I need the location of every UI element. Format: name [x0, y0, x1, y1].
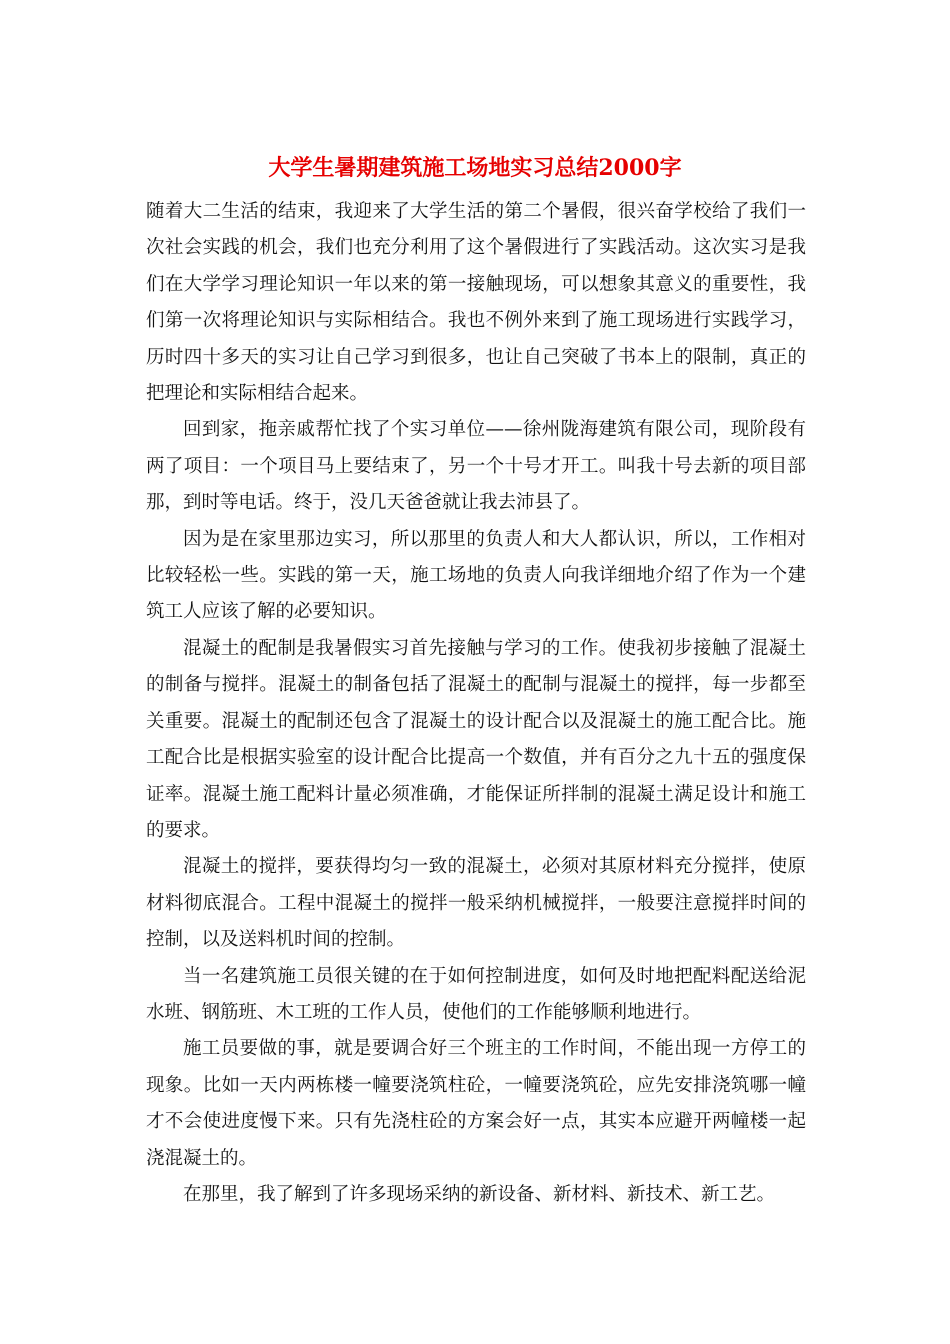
paragraph-6: 当一名建筑施工员很关键的在于如何控制进度，如何及时地把配料配送给泥水班、钢筋班、木工班的工作人员，使他们的工作能够顺利地进行。 [146, 965, 806, 1023]
paragraph-8: 在那里，我了解到了许多现场采纳的新设备、新材料、新技术、新工艺。 [183, 1183, 776, 1205]
document-title: 大学生暑期建筑施工场地实习总结2000字 [268, 155, 682, 181]
paragraph-1: 随着大二生活的结束，我迎来了大学生活的第二个暑假，很兴奋学校给了我们一次社会实践的机会，我们也充分利用了这个暑假进行了实践活动。这次实习是我们在大学学习理论知识一年以来的第一接触现场，可以想象其意义的重要性，我们第一次将理论知识与实际相结合。我也不例外来到了施工现场进行实践学习，历时四十多天的实习让自己学习到很多，也让自己突破了书本上的限制，真正的把理论和实际相结合起来。 [146, 201, 806, 405]
paragraph-5: 混凝土的搅拌，要获得均匀一致的混凝土，必须对其原材料充分搅拌，使原材料彻底混合。工程中混凝土的搅拌一般采纳机械搅拌，一般要注意搅拌时间的控制，以及送料机时间的控制。 [146, 856, 806, 951]
paragraph-4: 混凝土的配制是我暑假实习首先接触与学习的工作。使我初步接触了混凝土的制备与搅拌。混凝土的制备包括了混凝土的配制与混凝土的搅拌，每一步都至关重要。混凝土的配制还包含了混凝土的设计配合以及混凝土的施工配合比。施工配合比是根据实验室的设计配合比提高一个数值，并有百分之九十五的强度保证率。混凝土施工配料计量必须准确，才能保证所拌制的混凝土满足设计和施工的要求。 [146, 637, 806, 841]
paragraph-7: 施工员要做的事，就是要调合好三个班主的工作时间，不能出现一方停工的现象。比如一天内两栋楼一幢要浇筑柱砼，一幢要浇筑砼，应先安排浇筑哪一幢才不会使进度慢下来。只有先浇柱砼的方案会好一点，其实本应避开两幢楼一起浇混凝土的。 [146, 1038, 806, 1169]
paragraph-3: 因为是在家里那边实习，所以那里的负责人和大人都认识，所以，工作相对比较轻松一些。实践的第一天，施工场地的负责人向我详细地介绍了作为一个建筑工人应该了解的必要知识。 [146, 528, 806, 623]
paragraph-2: 回到家，拖亲戚帮忙找了个实习单位——徐州陇海建筑有限公司，现阶段有两了项目：一个项目马上要结束了，另一个十号才开工。叫我十号去新的项目部那，到时等电话。终于，没几天爸爸就让我去沛县了。 [146, 419, 806, 514]
document-body [146, 194, 806, 1213]
